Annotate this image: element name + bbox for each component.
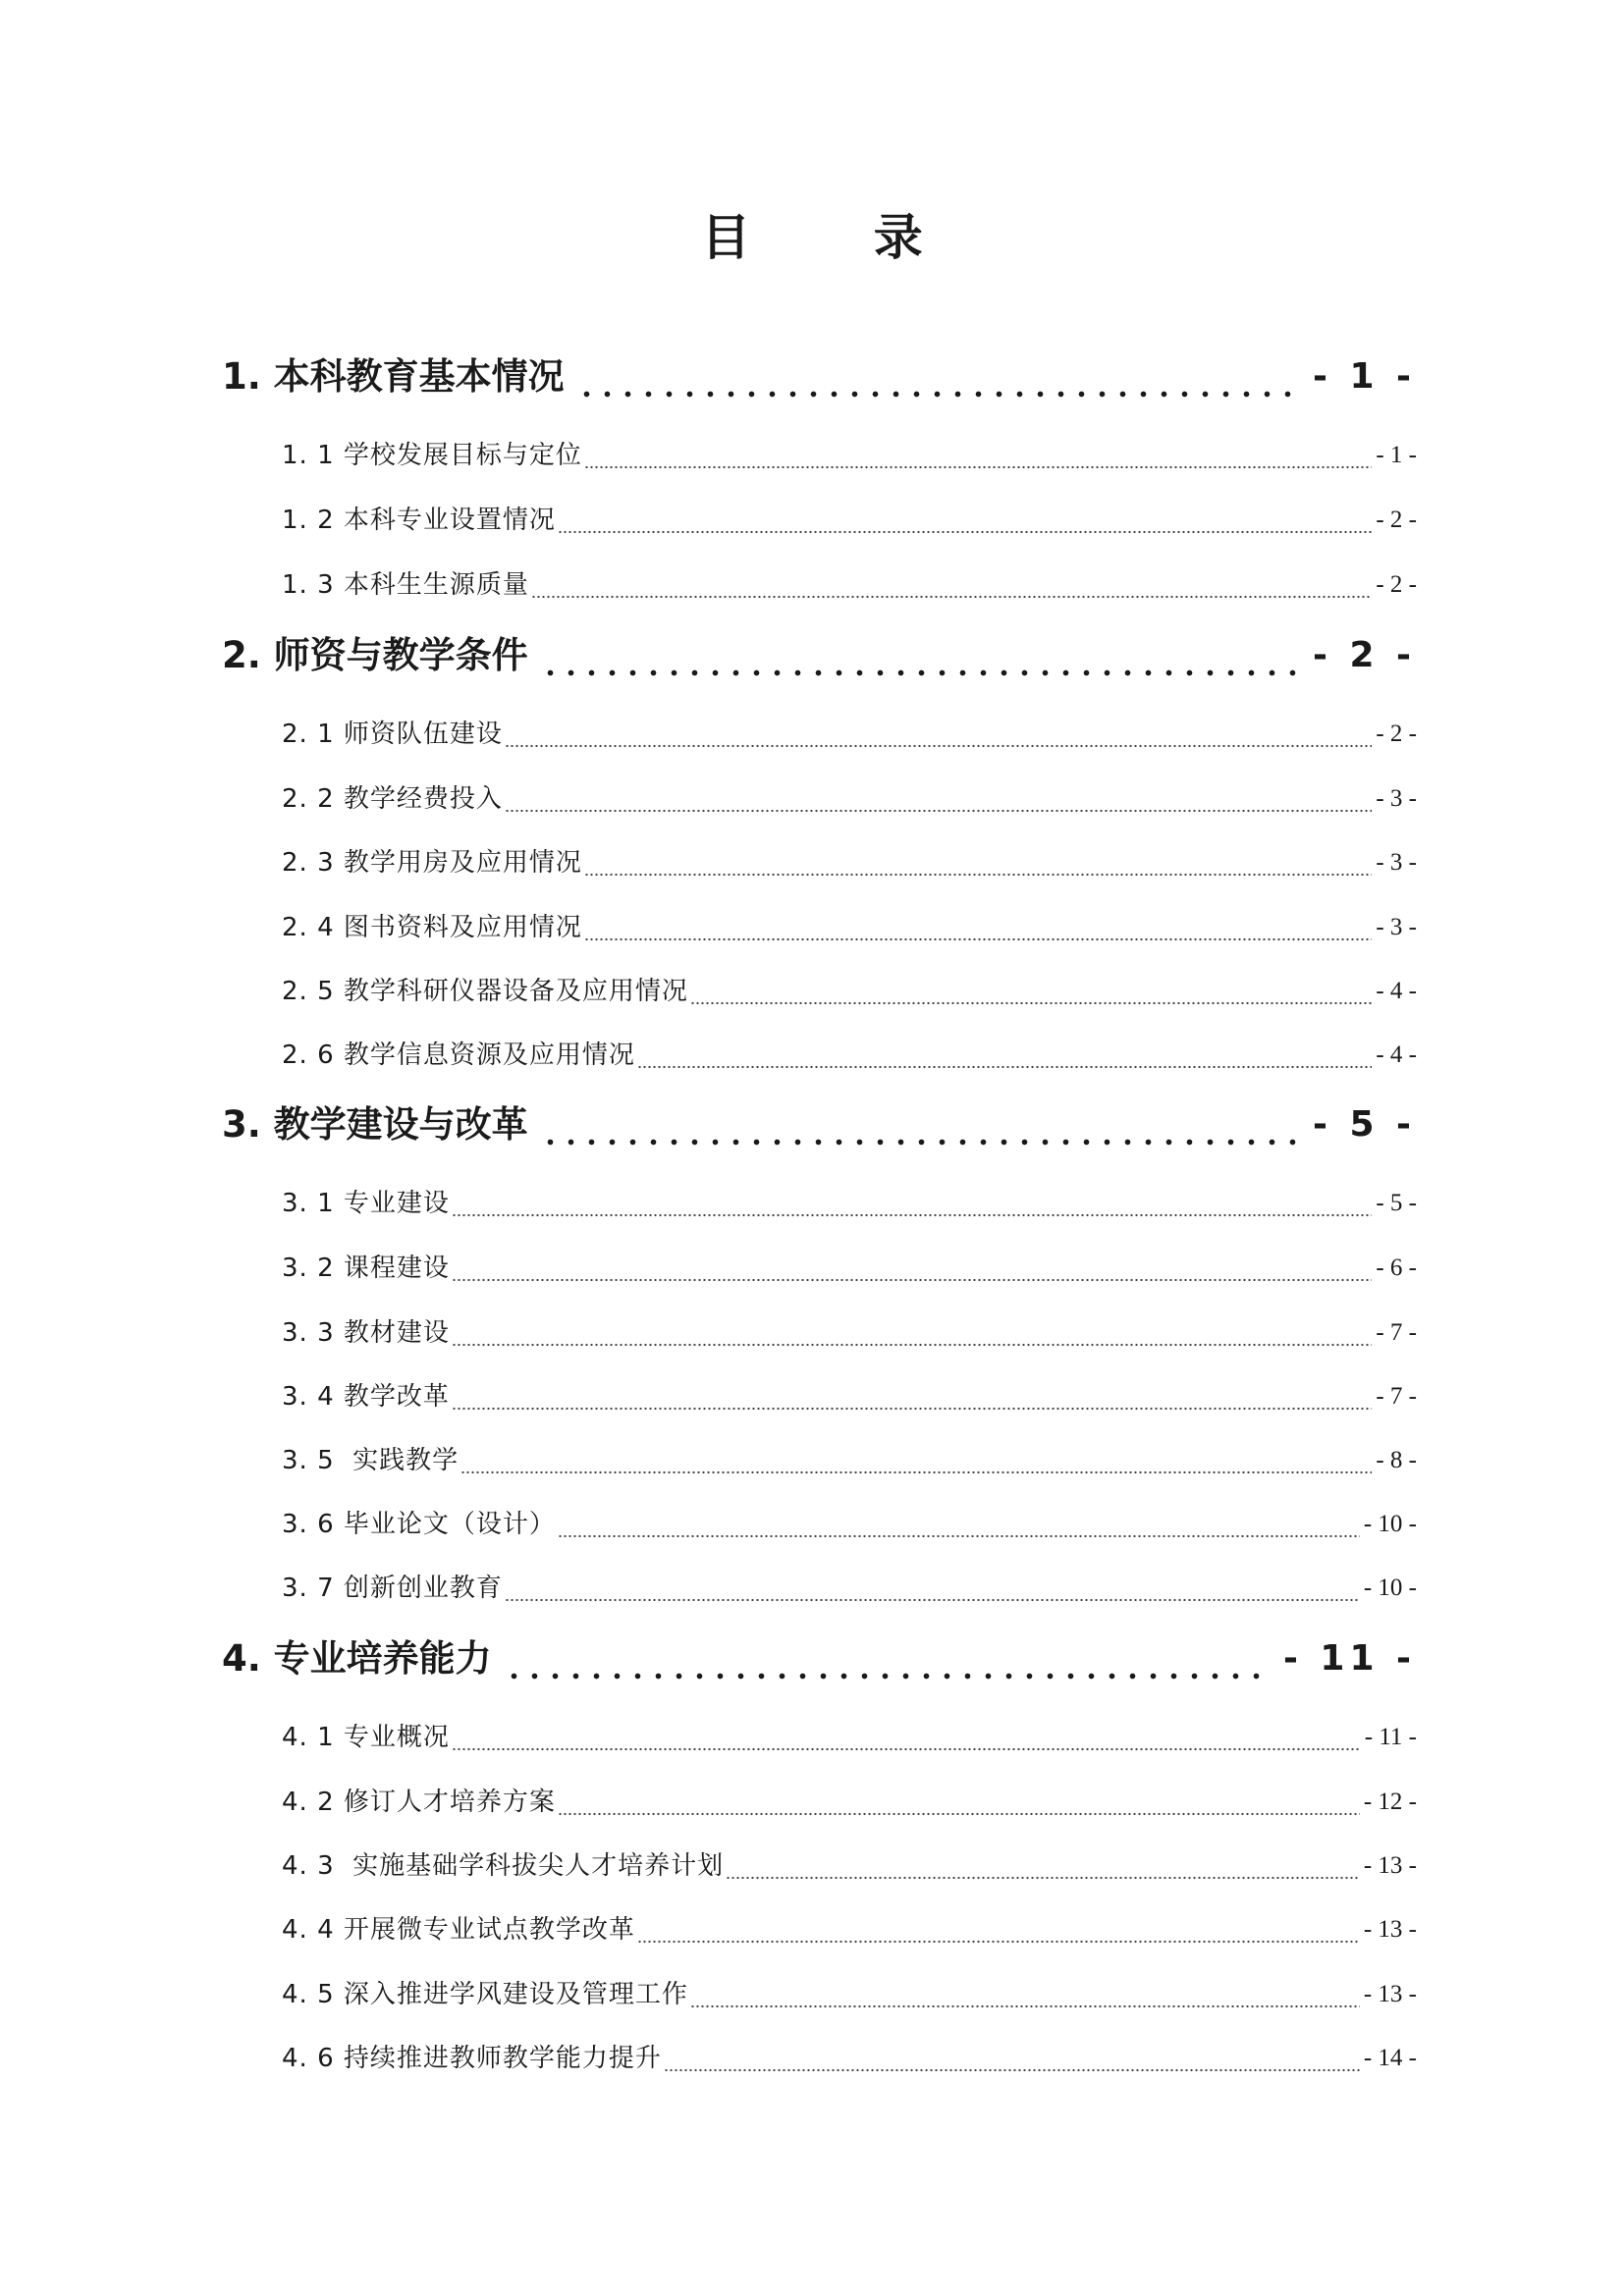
toc-section-label: 4. 6 持续推进教师教学能力提升 [282,2044,662,2073]
toc-section-1-1[interactable] [282,438,1417,473]
dot-leader [505,781,1372,817]
toc-section-3-5[interactable] [282,1443,1417,1478]
toc-page-number: - 1 - [1313,356,1416,397]
toc-page-number: - 4 - [1376,978,1417,1004]
toc-page-number: - 4 - [1376,1041,1417,1068]
toc-chapter-label: 1. 本科教育基本情况 [222,355,565,398]
toc-page-number: - 8 - [1376,1447,1417,1473]
toc-chapter-label: 4. 专业培养能力 [222,1637,492,1680]
toc-page-number: - 6 - [1376,1255,1417,1281]
toc-page-number: - 10 - [1363,1575,1417,1601]
toc-chapter-1[interactable] [222,353,1416,400]
toc-section-label: 3. 4 教学改革 [282,1382,450,1412]
toc-section-1-2[interactable] [282,503,1417,538]
toc-page-number: - 7 - [1376,1383,1417,1410]
toc-page-number: - 3 - [1376,785,1417,812]
toc-section-label: 2. 4 图书资料及应用情况 [282,913,582,942]
toc-chapter-3[interactable] [222,1101,1416,1148]
toc-section-2-4[interactable] [282,910,1417,945]
toc-page-number: - 2 - [1376,507,1417,533]
dot-leader [584,910,1372,945]
toc-section-label: 2. 2 教学经费投入 [282,784,503,814]
toc-section-3-7[interactable] [282,1571,1417,1606]
toc-section-label: 3. 6 毕业论文（设计） [282,1510,556,1539]
toc-section-label: 2. 3 教学用房及应用情况 [282,848,582,878]
dot-leader [637,1912,1360,1948]
toc-section-label: 2. 1 师资队伍建设 [282,720,503,749]
toc-section-label: 2. 5 教学科研仪器设备及应用情况 [282,977,688,1006]
toc-section-1-3[interactable] [282,567,1417,603]
toc-page-number: - 11 - [1282,1638,1416,1679]
toc-page-number: - 1 - [1376,442,1417,468]
toc-page-number: - 7 - [1376,1319,1417,1346]
toc-page-number: - 13 - [1363,1852,1417,1879]
toc-section-3-3[interactable] [282,1315,1417,1351]
toc-chapter-label: 2. 师资与教学条件 [222,634,528,676]
toc-section-label: 3. 3 教材建设 [282,1318,450,1348]
toc-section-2-1[interactable] [282,717,1417,752]
toc-page-number: - 13 - [1363,1981,1417,2007]
dot-leader [536,1101,1299,1148]
toc-page-number: - 5 - [1376,1190,1417,1216]
dot-leader [558,1785,1360,1820]
dot-leader [531,567,1372,603]
toc-page-number: - 2 - [1376,571,1417,598]
dot-leader [452,1720,1361,1755]
toc-section-3-6[interactable] [282,1507,1417,1542]
toc-page-number: - 14 - [1363,2045,1417,2071]
toc-page-number: - 2 - [1376,721,1417,747]
toc-section-label: 1. 3 本科生生源质量 [282,570,529,600]
dot-leader [505,1571,1360,1606]
toc-section-2-2[interactable] [282,781,1417,817]
toc-section-label: 4. 1 专业概况 [282,1723,450,1752]
toc-section-4-3[interactable] [282,1848,1417,1884]
toc-section-label: 1. 1 学校发展目标与定位 [282,441,582,470]
toc-page-number: - 3 - [1376,849,1417,876]
toc-section-label: 4. 4 开展微专业试点教学改革 [282,1915,635,1945]
toc-section-label: 1. 2 本科专业设置情况 [282,506,556,535]
toc-page-number: - 3 - [1376,914,1417,940]
toc-chapter-4[interactable] [222,1635,1416,1682]
toc-page-number: - 11 - [1364,1724,1417,1750]
dot-leader [726,1848,1360,1884]
toc-page-number: - 10 - [1363,1511,1417,1537]
toc-page-number: - 2 - [1313,635,1416,675]
toc-section-2-3[interactable] [282,845,1417,881]
dot-leader [572,353,1299,400]
toc-section-label: 3. 5 实践教学 [282,1446,460,1475]
dot-leader [536,632,1299,679]
toc-section-label: 3. 7 创新创业教育 [282,1574,503,1603]
toc-section-3-1[interactable] [282,1186,1417,1221]
toc-section-2-5[interactable] [282,974,1417,1009]
dot-leader [452,1315,1372,1351]
dot-leader [584,438,1372,473]
toc-section-label: 3. 2 课程建设 [282,1254,450,1283]
dot-leader [664,2041,1360,2076]
dot-leader [690,1977,1360,2012]
dot-leader [452,1251,1372,1286]
dot-leader [690,974,1372,1009]
toc-section-label: 3. 1 专业建设 [282,1189,450,1218]
toc-section-4-6[interactable] [282,2041,1417,2076]
dot-leader [505,717,1372,752]
toc-section-4-2[interactable] [282,1785,1417,1820]
dot-leader [460,1443,1372,1478]
dot-leader [452,1379,1372,1415]
toc-chapter-2[interactable] [222,632,1416,679]
toc-page-number: - 12 - [1363,1789,1417,1815]
dot-leader [558,1507,1360,1542]
toc-section-4-4[interactable] [282,1912,1417,1948]
toc-page-number: - 13 - [1363,1916,1417,1943]
toc-section-4-5[interactable] [282,1977,1417,2012]
toc-section-label: 4. 5 深入推进学风建设及管理工作 [282,1980,688,2009]
dot-leader [452,1186,1372,1221]
toc-section-label: 4. 3 实施基础学科拔尖人才培养计划 [282,1851,725,1881]
toc-section-4-1[interactable] [282,1720,1417,1755]
toc-section-3-2[interactable] [282,1251,1417,1286]
dot-leader [584,845,1372,881]
toc-section-2-6[interactable] [282,1038,1417,1073]
toc-section-3-4[interactable] [282,1379,1417,1415]
toc-section-label: 4. 2 修订人才培养方案 [282,1788,556,1817]
toc-section-label: 2. 6 教学信息资源及应用情况 [282,1041,635,1070]
toc-page-number: - 5 - [1313,1104,1416,1145]
page-title: 目 录 [701,209,976,266]
dot-leader [637,1038,1372,1073]
dot-leader [558,503,1372,538]
dot-leader [500,1635,1270,1682]
toc-chapter-label: 3. 教学建设与改革 [222,1103,528,1146]
